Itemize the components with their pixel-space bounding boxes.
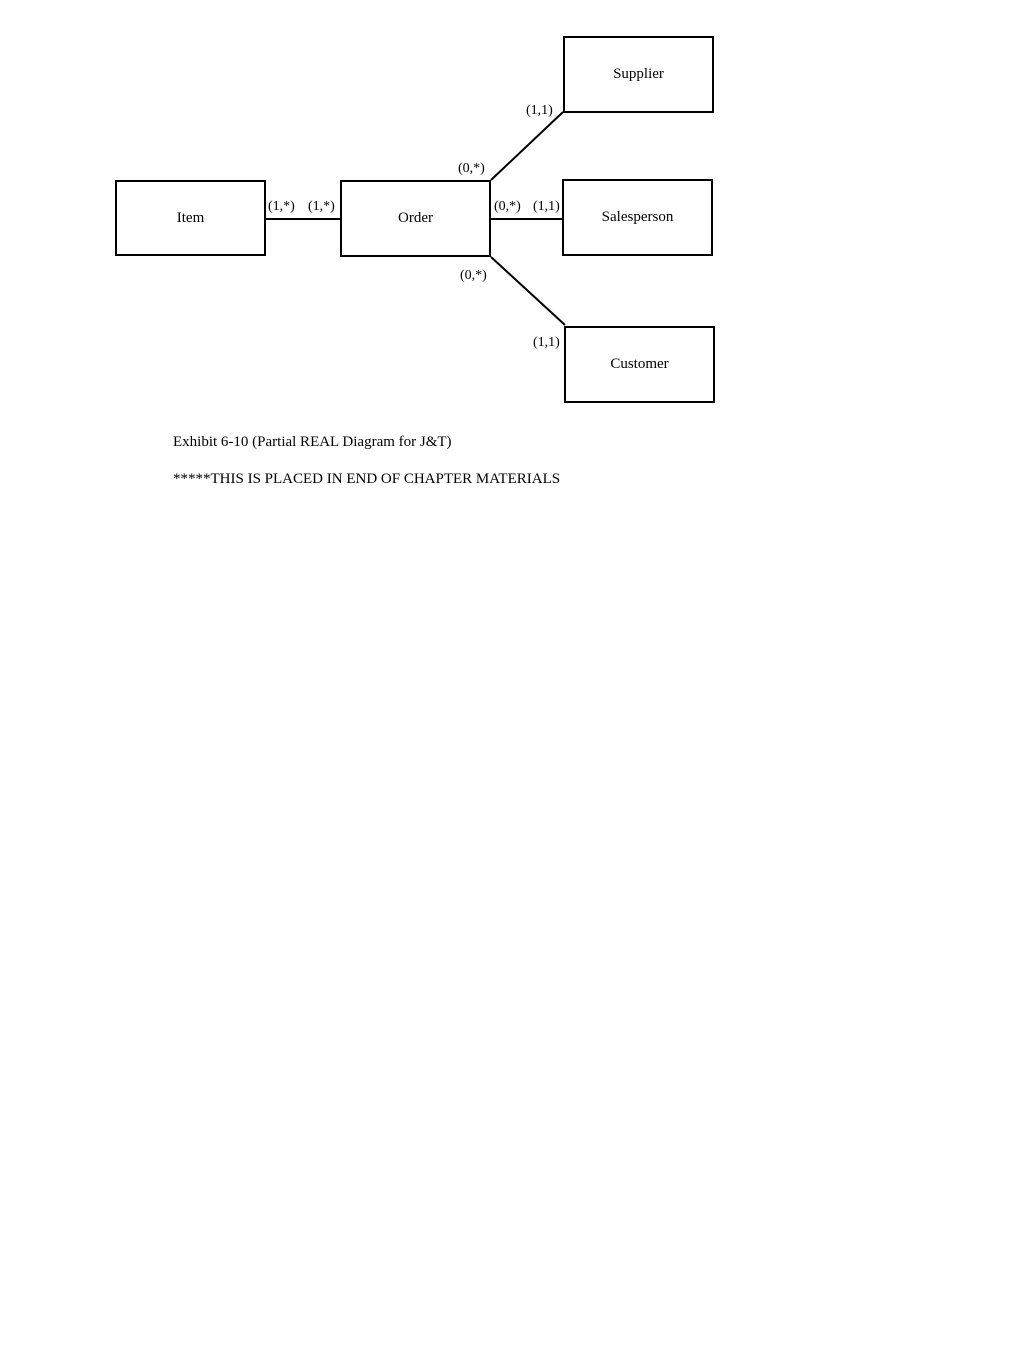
cardinality-order-customer-customer-side: (1,1): [533, 335, 560, 350]
cardinality-order-supplier-order-side: (0,*): [458, 161, 485, 176]
placement-note: *****THIS IS PLACED IN END OF CHAPTER MATERIALS: [173, 471, 561, 487]
order-entity-label: Order: [398, 210, 433, 226]
order-customer-line: [491, 257, 565, 325]
order-entity[interactable]: [340, 180, 491, 257]
cardinality-order-supplier-supplier-side: (1,1): [526, 103, 553, 118]
cardinality-item-order-item-side: (1,*): [268, 199, 295, 214]
item-entity-label: Item: [176, 209, 205, 226]
salesperson-entity[interactable]: [562, 179, 713, 256]
customer-entity[interactable]: [564, 326, 715, 403]
customer-entity-label: Customer: [610, 356, 669, 372]
cardinality-order-salesperson-salesperson-side: (1,1): [533, 199, 560, 214]
supplier-entity-label: Supplier: [613, 66, 664, 82]
cardinality-item-order-order-side: (1,*): [308, 199, 335, 214]
exhibit-caption: Exhibit 6-10 (Partial REAL Diagram for J&T): [173, 434, 452, 450]
supplier-entity[interactable]: [563, 36, 714, 113]
cardinality-order-customer-order-side: (0,*): [460, 268, 487, 283]
salesperson-entity-label: Salesperson: [601, 209, 674, 225]
order-supplier-line: [491, 112, 563, 180]
item-entity[interactable]: [115, 180, 266, 256]
cardinality-order-salesperson-order-side: (0,*): [494, 199, 521, 214]
